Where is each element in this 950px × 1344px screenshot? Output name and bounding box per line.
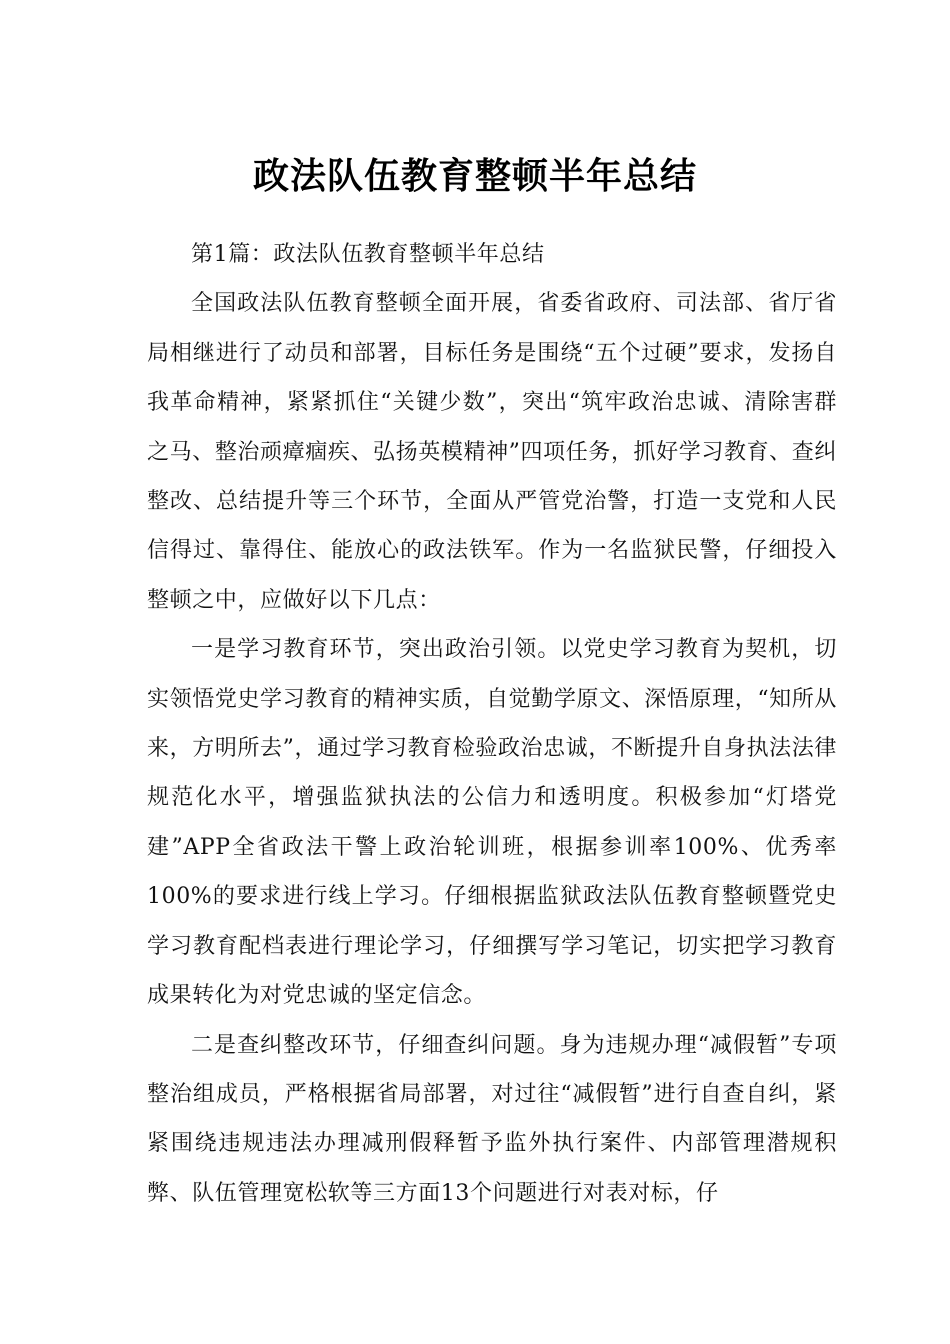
paragraph-intro: 全国政法队伍教育整顿全面开展，省委省政府、司法部、省厅省局相继进行了动员和部署，目标任务是围绕“五个过硬”要求，发扬自我革命精神，紧紧抓住“关键少数”，突出“筑牢政治忠诚、清除害群之马、整治顽瘴痼疾、弘扬英模精神”四项任务，抓好学习教育、查纠整改、总结提升等三个环节，全面从严管党治警，打造一支党和人民信得过、靠得住、能放心的政法铁军。作为一名监狱民警，仔细投入整顿之中，应做好以下几点： bbox=[147, 291, 837, 613]
paragraph-rectification: 二是查纠整改环节，仔细查纠问题。身为违规办理“减假暂”专项整治组成员，严格根据省局部署，对过往“减假暂”进行自查自纠，紧紧围绕违规违法办理减刑假释暂予监外执行案件、内部管理潜规积弊、队伍管理宽松软等三方面13个问题进行对表对标，仔 bbox=[147, 1032, 837, 1206]
section-heading: 第1篇：政法队伍教育整顿半年总结 bbox=[191, 242, 545, 267]
paragraph-study-education: 一是学习教育环节，突出政治引领。以党史学习教育为契机，切实领悟党史学习教育的精神实质，自觉勤学原文、深悟原理，“知所从来，方明所去”，通过学习教育检验政治忠诚，不断提升自身执法法律规范化水平，增强监狱执法的公信力和透明度。积极参加“灯塔党建”APP全省政法干警上政治轮训班，根据参训率100%、优秀率100%的要求进行线上学习。仔细根据监狱政法队伍教育整顿暨党史学习教育配档表进行理论学习，仔细撰写学习笔记，切实把学习教育成果转化为对党忠诚的坚定信念。 bbox=[147, 637, 837, 1009]
document-body bbox=[147, 230, 837, 1218]
document-title: 政法队伍教育整顿半年总结 bbox=[252, 156, 697, 198]
